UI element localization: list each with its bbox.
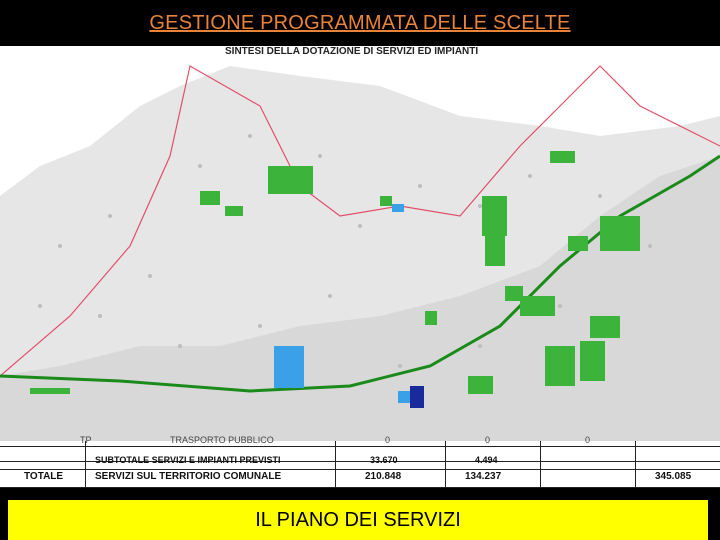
subtotal-value-1: 33.670 [370,455,398,465]
subtotal-value-2: 4.494 [475,455,498,465]
services-map [0,46,720,441]
green-area [468,376,493,394]
banner [8,500,708,540]
green-area [545,346,575,386]
total-value-2: 134.237 [465,471,502,482]
green-area [505,286,523,301]
total-value-1: 210.848 [365,471,402,482]
dark-blue-areas [410,386,424,408]
green-area [425,311,437,325]
green-area [600,216,640,251]
green-area [568,236,588,251]
green-area [550,151,575,163]
title-bar [0,0,720,46]
row-value-2: 0 [485,435,491,445]
row-value-1: 0 [385,435,391,445]
green-area [225,206,243,216]
green-area [380,196,392,206]
green-area [200,191,220,205]
row-label: TRASPORTO PUBBLICO [170,435,274,445]
subtotal-label: SUBTOTALE SERVIZI E IMPIANTI PREVISTI [95,455,281,465]
summary-table [0,435,720,488]
green-area [268,166,313,194]
map-header: SINTESI DELLA DOTAZIONE DI SERVIZI ED IMPIANTI [225,46,479,57]
map-graphic [0,46,720,441]
blue-area [274,346,304,388]
slide-title: GESTIONE PROGRAMMATA DELLE SCELTE [149,11,571,34]
green-area [590,316,620,338]
banner-text: IL PIANO DEI SERVIZI [255,508,461,531]
green-area [482,196,507,236]
dark-blue-area [410,386,424,408]
row-code: TP [80,435,92,445]
blue-area [398,391,410,403]
blue-area [392,204,404,212]
green-area [485,236,505,266]
bottom-panel [0,488,720,540]
green-area [520,296,555,316]
total-code: TOTALE [24,471,64,482]
green-area [30,388,70,394]
row-value-3: 0 [585,435,591,445]
green-area [580,341,605,381]
total-value-3: 345.085 [655,471,692,482]
total-label: SERVIZI SUL TERRITORIO COMUNALE [95,471,282,482]
